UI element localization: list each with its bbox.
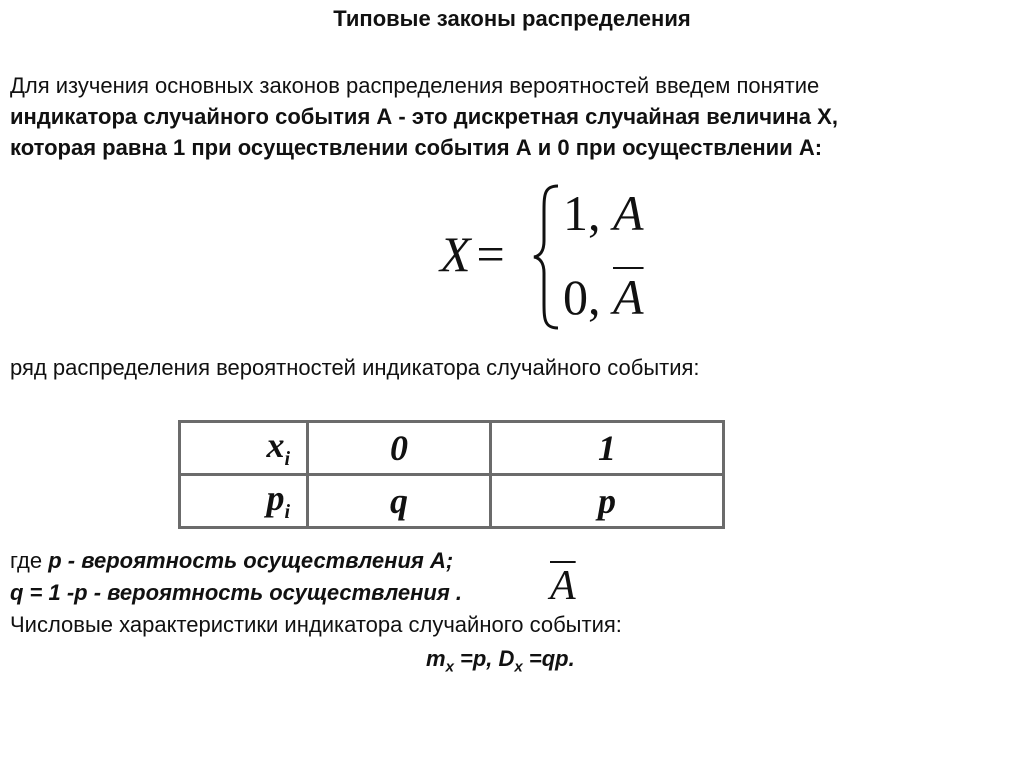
intro-paragraph xyxy=(10,70,838,163)
intro-line-3: которая равна 1 при осуществлении события А и 0 при осуществлении А: xyxy=(10,135,823,160)
table-row xyxy=(180,475,724,528)
page-title: Типовые законы распределения xyxy=(333,6,691,31)
formula-variable: X xyxy=(440,226,471,282)
intro-line-1: Для изучения основных законов распределения вероятностей введем понятие xyxy=(10,73,820,98)
case1-value: 1, xyxy=(563,185,601,241)
q-definition: q = 1 -р - вероятность осуществления . xyxy=(10,580,463,605)
formula-case-1 xyxy=(563,184,644,242)
row-label-x-sub: i xyxy=(284,448,290,471)
table-cell: 0 xyxy=(308,422,491,475)
table-row xyxy=(180,422,724,475)
p-definition-text: р - вероятность осуществления А; xyxy=(48,548,454,573)
mean-value: =р, xyxy=(453,646,499,671)
row-label-x-main: x xyxy=(266,425,285,466)
table-cell: 1 xyxy=(491,422,724,475)
case2-value: 0, xyxy=(563,269,601,325)
distribution-table xyxy=(178,420,725,529)
formula-equals: = xyxy=(476,226,505,282)
variance-subscript: x xyxy=(514,658,523,676)
series-label: ряд распределения вероятностей индикатора случайного события: xyxy=(10,355,700,380)
p-definition xyxy=(10,548,453,574)
row-label-p-sub: i xyxy=(284,501,290,524)
a-complement-symbol: $\overline{A}$ xyxy=(550,563,576,609)
table-cell: q xyxy=(308,475,491,528)
variance-symbol: D xyxy=(498,646,515,671)
numeric-characteristics-label: Числовые характеристики индикатора случайного события: xyxy=(10,612,622,637)
mean-subscript: x xyxy=(445,658,454,676)
characteristics-formula xyxy=(426,646,575,675)
row-label-p xyxy=(180,475,308,528)
case1-event: A xyxy=(613,185,644,241)
intro-line-2: индикатора случайного события А - это дискретная случайная величина Х, xyxy=(10,104,838,129)
where-prefix: где xyxy=(10,548,49,573)
case2-event-complement: $\overline{A}$ xyxy=(613,269,644,325)
formula-case-2 xyxy=(563,268,644,326)
variance-value: =qp. xyxy=(522,646,575,671)
row-label-x xyxy=(180,422,308,475)
formula-lhs xyxy=(440,225,505,283)
row-label-p-main: p xyxy=(266,478,285,519)
table-cell: p xyxy=(491,475,724,528)
mean-symbol: m xyxy=(426,646,446,671)
left-brace-icon xyxy=(532,183,562,331)
